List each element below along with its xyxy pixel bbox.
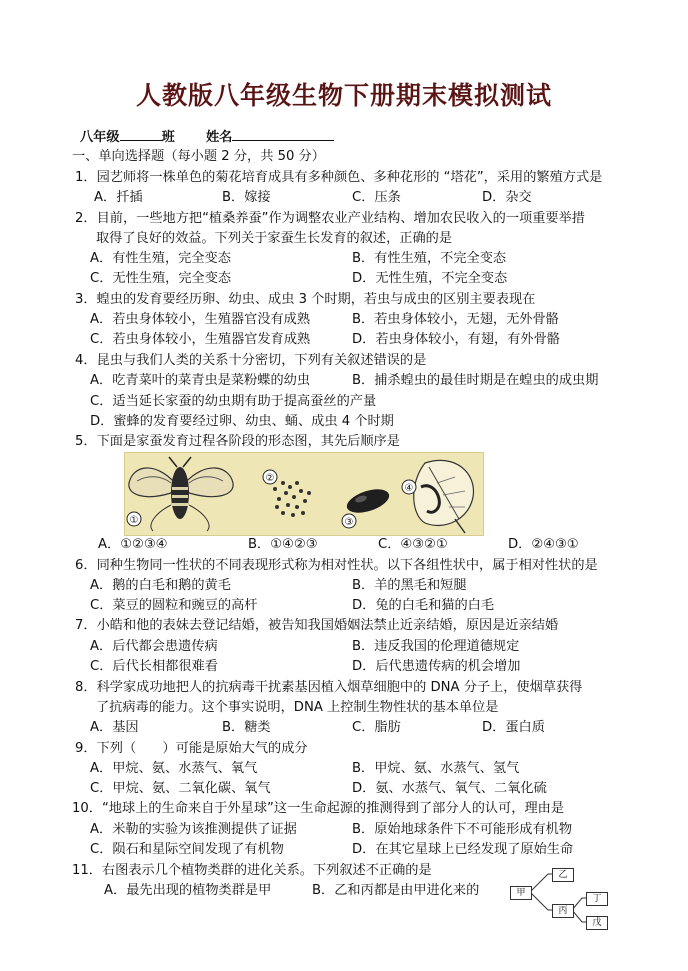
q10-stem: 10．“地球上的生命来自于外星球”这一生命起源的推测得到了部分人的认可，理由是 <box>72 801 565 816</box>
q7-option-a: A．后代都会患遗传病 <box>90 639 218 654</box>
q10-option-a: A．米勒的实验为该推测提供了证据 <box>90 822 297 837</box>
stage-1-label <box>127 512 141 526</box>
q1-option-d: D．杂交 <box>482 190 532 205</box>
tree-node-yi: 乙 <box>552 868 574 882</box>
q10-option-b: B．原始地球条件下不可能形成有机物 <box>352 822 573 837</box>
q10-option-c: C．陨石和星际空间发现了有机物 <box>90 842 284 857</box>
silkworm-stages-drawing <box>125 453 483 535</box>
eggs-icon <box>273 481 311 517</box>
q1-option-c: C．压条 <box>352 190 401 205</box>
q9-option-a: A．甲烷、氨、水蒸气、氧气 <box>90 761 258 776</box>
tree-node-wu: 戊 <box>586 916 608 930</box>
q9-option-b: B．甲烷、氨、水蒸气、氢气 <box>352 761 520 776</box>
name-blank[interactable] <box>232 126 334 141</box>
q8-option-d: D．蛋白质 <box>482 720 545 735</box>
silkworm-stages-figure <box>124 452 484 536</box>
name-label: 姓名 <box>205 130 233 145</box>
q8-stem-line1: 8．科学家成功地把人的抗病毒干扰素基因植入烟草细胞中的 DNA 分子上，使烟草获得 <box>75 680 583 695</box>
q3-option-c: C．若虫身体较小，生殖器官发育成熟 <box>90 332 311 347</box>
q3-option-b: B．若虫身体较小，无翅，无外骨骼 <box>352 312 559 327</box>
q11-stem: 11．右图表示几个植物类群的进化关系。下列叙述不正确的是 <box>72 863 432 878</box>
q8-option-b: B．糖类 <box>222 720 271 735</box>
q6-option-b: B．羊的黑毛和短腿 <box>352 578 467 593</box>
stage-4-label <box>402 480 416 494</box>
q7-option-d: D．后代患遗传病的机会增加 <box>352 659 521 674</box>
q1-option-a: A．扦插 <box>94 190 143 205</box>
q8-option-a: A．基因 <box>90 720 139 735</box>
exam-title: 人教版八年级生物下册期末模拟测试 <box>135 81 552 110</box>
q2-stem-line1: 2．目前，一些地方把“植桑养蚕”作为调整农业产业结构、增加农民收入的一项重要举措 <box>75 211 585 226</box>
grade-label: 八年级 <box>80 130 120 145</box>
q7-stem: 7．小皓和他的表妹去登记结婚，被告知我国婚姻法禁止近亲结婚，原因是近亲结婚 <box>75 618 559 633</box>
q11-option-b: B．乙和丙都是由甲进化来的 <box>312 883 480 898</box>
q4-option-c: C．适当延长家蚕的幼虫期有助于提高蚕丝的产量 <box>90 394 377 409</box>
q2-option-c: C．无性生殖，完全变态 <box>90 271 232 286</box>
section-heading: 一、单向选择题（每小题 2 分，共 50 分） <box>72 149 325 164</box>
q1-stem: 1．园艺师将一株单色的菊花培育成具有多种颜色、多种花形的 “塔花”，采用的繁殖方式是 <box>75 170 603 185</box>
svg-text:③: ③ <box>344 517 354 528</box>
larva-on-leaf-icon <box>414 460 474 533</box>
q4-option-a: A．吃青菜叶的菜青虫是菜粉蝶的幼虫 <box>90 373 311 388</box>
q5-stem: 5．下面是家蚕发育过程各阶段的形态图，其先后顺序是 <box>75 434 400 449</box>
svg-text:②: ② <box>265 473 275 484</box>
q7-option-c: C．后代长相都很难看 <box>90 659 218 674</box>
q4-stem: 4．昆虫与我们人类的关系十分密切，下列有关叙述错误的是 <box>75 353 427 368</box>
q2-option-b: B．有性生殖，不完全变态 <box>352 251 507 266</box>
svg-text:④: ④ <box>404 483 414 494</box>
q5-option-a: A．①②③④ <box>98 537 168 552</box>
q9-option-c: C．甲烷、氨、二氧化碳、氧气 <box>90 781 271 796</box>
q9-stem: 9．下列（ ）可能是原始大气的成分 <box>75 741 308 756</box>
q1-option-b: B．嫁接 <box>222 190 271 205</box>
q8-stem-line2: 了抗病毒的能力。这个事实说明，DNA 上控制生物性状的基本单位是 <box>96 700 499 715</box>
q2-option-d: D．无性生殖，不完全变态 <box>352 271 508 286</box>
q3-option-d: D．若虫身体较小，有翅，有外骨骼 <box>352 332 560 347</box>
student-info-line <box>80 126 334 147</box>
tree-node-bing: 丙 <box>552 904 574 918</box>
q6-option-d: D．兔的白毛和猫的白毛 <box>352 598 495 613</box>
q6-stem: 6．同种生物同一性状的不同表现形式称为相对性状。以下各组性状中，属于相对性状的是 <box>75 558 598 573</box>
q8-option-c: C．脂肪 <box>352 720 401 735</box>
tree-node-ding: 丁 <box>586 892 608 906</box>
pupa-icon <box>344 485 392 518</box>
class-blank[interactable] <box>120 126 162 141</box>
q11-option-a: A．最先出现的植物类群是甲 <box>104 883 272 898</box>
q7-option-b: B．违反我国的伦理道德规定 <box>352 639 520 654</box>
q4-option-d: D．蜜蜂的发育要经过卵、幼虫、蛹、成虫 4 个时期 <box>90 414 394 429</box>
q2-option-a: A．有性生殖，完全变态 <box>90 251 231 266</box>
tree-node-jia: 甲 <box>510 886 532 900</box>
q5-option-b: B．①④②③ <box>248 537 318 552</box>
q9-option-d: D．氨、水蒸气、氧气、二氧化硫 <box>352 781 547 796</box>
stage-3-label <box>342 514 356 528</box>
q5-option-c: C．④③②① <box>378 537 448 552</box>
q6-option-c: C．菜豆的圆粒和豌豆的高杆 <box>90 598 258 613</box>
plant-evolution-tree-diagram <box>508 866 618 936</box>
q10-option-d: D．在其它星球上已经发现了原始生命 <box>352 842 574 857</box>
svg-text:①: ① <box>129 515 139 526</box>
q5-option-d: D．②④③① <box>508 537 579 552</box>
moth-icon <box>129 457 233 531</box>
q4-option-b: B．捕杀蝗虫的最佳时期是在蝗虫的成虫期 <box>352 373 599 388</box>
q3-stem: 3．蝗虫的发育要经历卵、幼虫、成虫 3 个时期，若虫与成虫的区别主要表现在 <box>75 292 536 307</box>
q3-option-a: A．若虫身体较小，生殖器官没有成熟 <box>90 312 311 327</box>
stage-2-label <box>263 470 277 484</box>
q2-stem-line2: 取得了良好的效益。下列关于家蚕生长发育的叙述，正确的是 <box>96 231 453 246</box>
q6-option-a: A．鹅的白毛和鹅的黄毛 <box>90 578 231 593</box>
class-label: 班 <box>161 130 175 145</box>
